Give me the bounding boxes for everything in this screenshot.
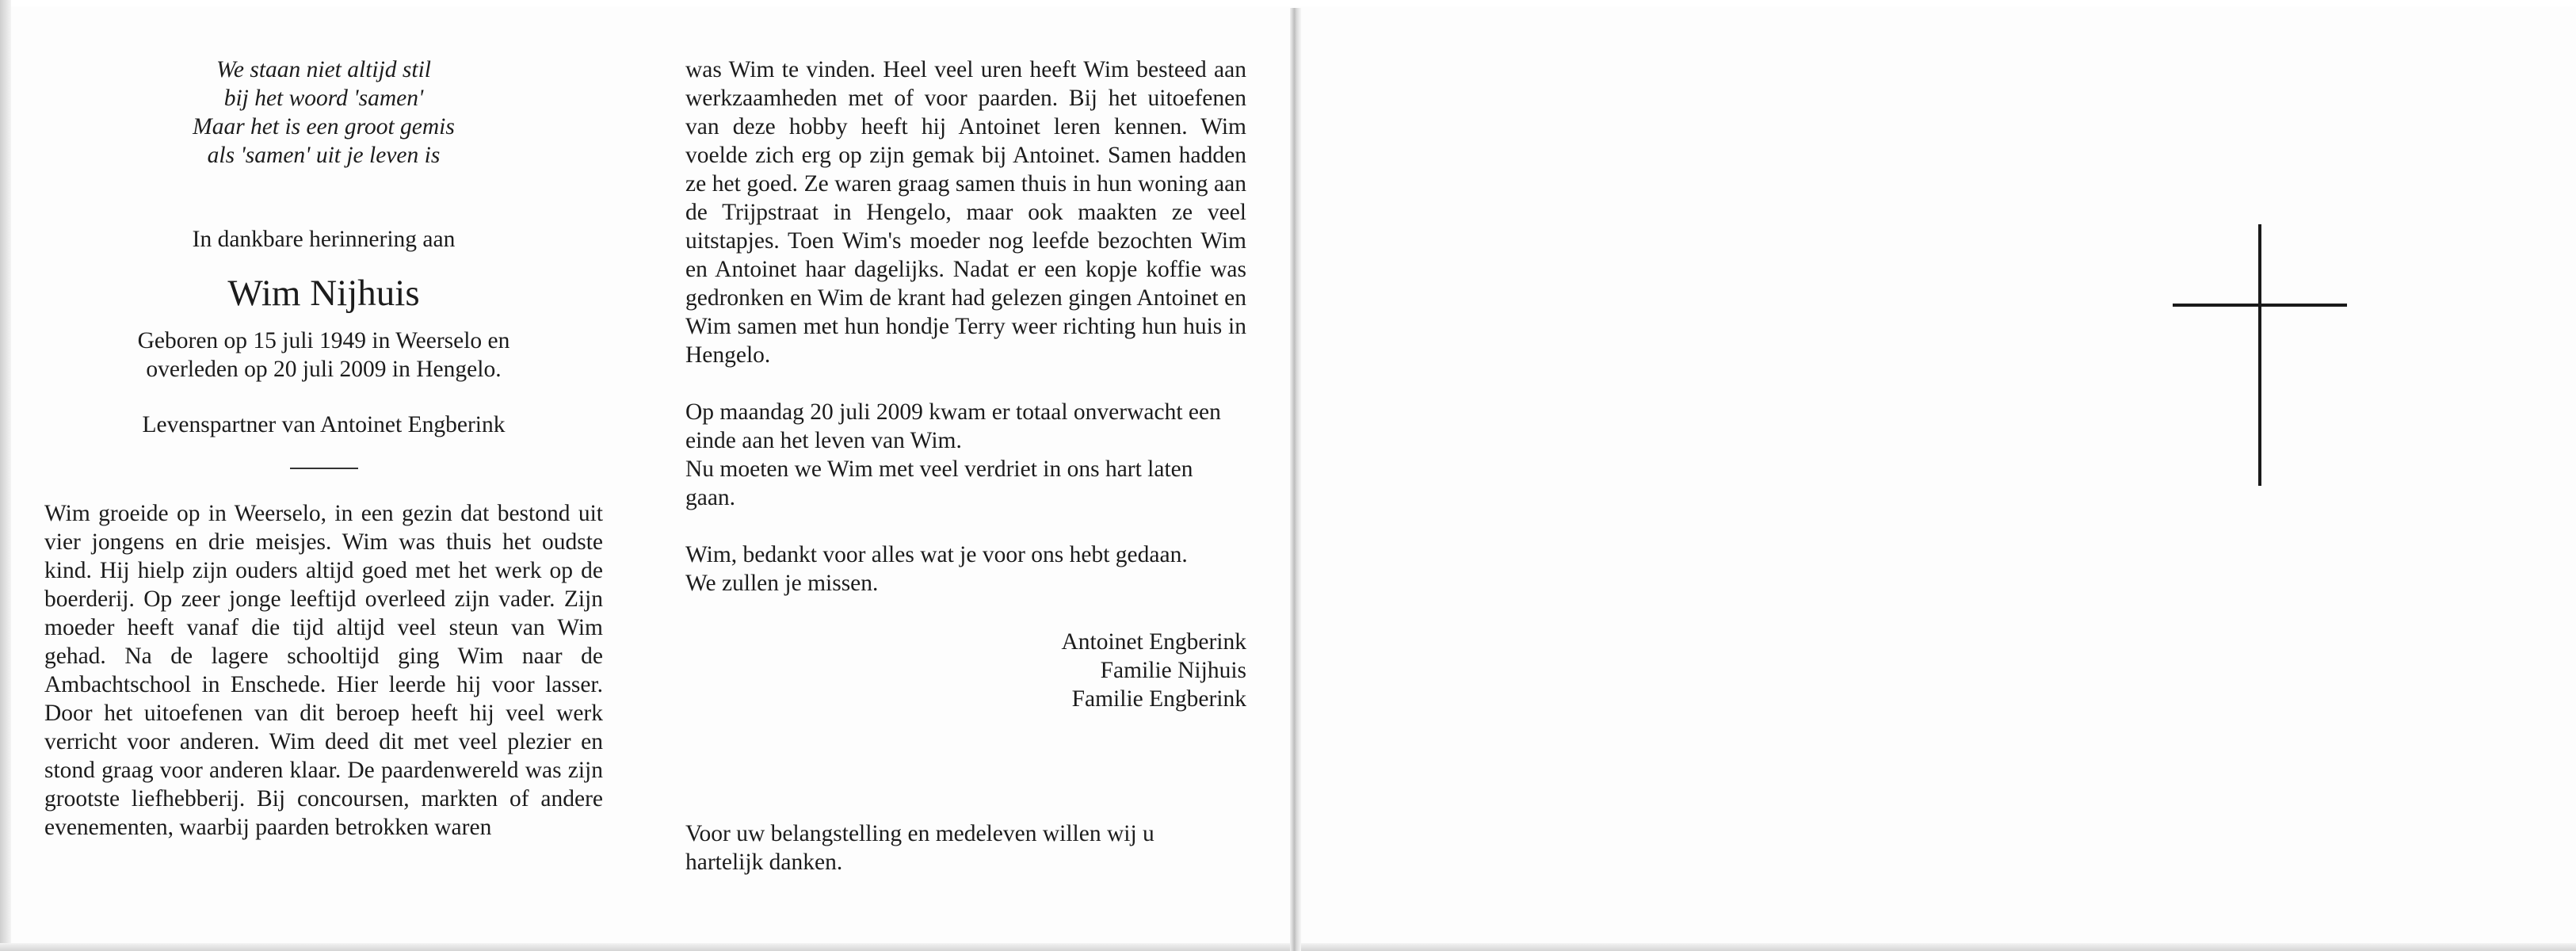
death-line: overleden op 20 juli 2009 in Hengelo.: [146, 357, 502, 382]
thanks-note: [685, 819, 1246, 877]
signatories: [685, 628, 1246, 713]
life-story-part1: Wim groeide op in Weerselo, in een gezin dat bestond uit vier jongens en drie meisjes. Wim was thuis het oudste kind. Hij hielp zijn ouders altijd goed met het werk op de boerderij. Op zeer jonge leeftijd overleed zijn vader. Zijn moeder heeft vanaf die tijd altijd veel steun van Wim gehad. Na de lagere schooltijd ging Wim naar de Ambachtschool in Enschede. Hier leerde hij voor lasser. Door het uitoefenen van dit beroep heeft hij veel werk verricht voor anderen. Wim deed dit met veel plezier en stond graag voor anderen klaar. De paardenwereld was zijn grootste liefhebberij. Bij concoursen, markten of andere evenementen, waarbij paarden betrokken waren: [44, 501, 603, 840]
death-notice: [685, 398, 1246, 512]
birth-line: Geboren op 15 juli 1949 in Weerselo en: [137, 328, 510, 353]
poem-line: Maar het is een groot gemis: [193, 114, 455, 139]
paper-edge-bottom: [0, 943, 2576, 951]
signatory: Antoinet Engberink: [1061, 629, 1246, 655]
thanks-line: hartelijk danken.: [685, 850, 843, 875]
poem-line: bij het woord 'samen': [223, 86, 424, 111]
cross-vertical-bar: [2258, 224, 2261, 486]
death-notice-line: Nu moeten we Wim met veel verdriet in ons hart laten gaan.: [685, 456, 1193, 510]
poem: [44, 55, 603, 170]
signatory: Familie Engberink: [1071, 686, 1246, 712]
paper-edge-left: [0, 0, 11, 951]
deceased-name: Wim Nijhuis: [227, 273, 420, 314]
left-column: [44, 55, 603, 842]
intro-text: In dankbare herinnering aan: [192, 227, 456, 252]
divider: [290, 468, 358, 469]
farewell-line: We zullen je missen.: [685, 571, 879, 596]
life-story-part2: was Wim te vinden. Heel veel uren heeft Wim besteed aan werkzaamheden met of voor paarden. Bij het uitoefenen van deze hobby heeft hij Antoinet leren kennen. Wim voelde zich erg op zijn gemak bij Antoinet. Samen hadden ze het goed. Ze waren graag samen thuis in hun woning aan de Trijpstraat in Hengelo, maar ook maakten ze veel uitstapjes. Toen Wim's moeder nog leefde bezochten Wim en Antoinet haar dagelijks. Nadat er een kopje koffie was gedronken en Wim de krant had gelezen gingen Antoinet en Wim samen met hun hondje Terry weer richting hun huis in Hengelo.: [685, 57, 1246, 368]
thanks-line: Voor uw belangstelling en medeleven willen wij u: [685, 821, 1154, 846]
poem-line: als 'samen' uit je leven is: [207, 143, 441, 168]
signatory: Familie Nijhuis: [1100, 658, 1246, 683]
cross-icon: [2173, 224, 2347, 486]
farewell: [685, 540, 1246, 598]
poem-line: We staan niet altijd stil: [216, 57, 431, 82]
farewell-line: Wim, bedankt voor alles wat je voor ons hebt gedaan.: [685, 542, 1188, 567]
partner-text: Levenspartner van Antoinet Engberink: [142, 412, 506, 437]
right-column: [685, 55, 1246, 877]
cross-horizontal-bar: [2173, 304, 2347, 307]
card-fold: [1290, 8, 1301, 951]
life-dates: [44, 327, 603, 384]
death-notice-line: Op maandag 20 juli 2009 kwam er totaal onverwacht een einde aan het leven van Wim.: [685, 399, 1221, 453]
